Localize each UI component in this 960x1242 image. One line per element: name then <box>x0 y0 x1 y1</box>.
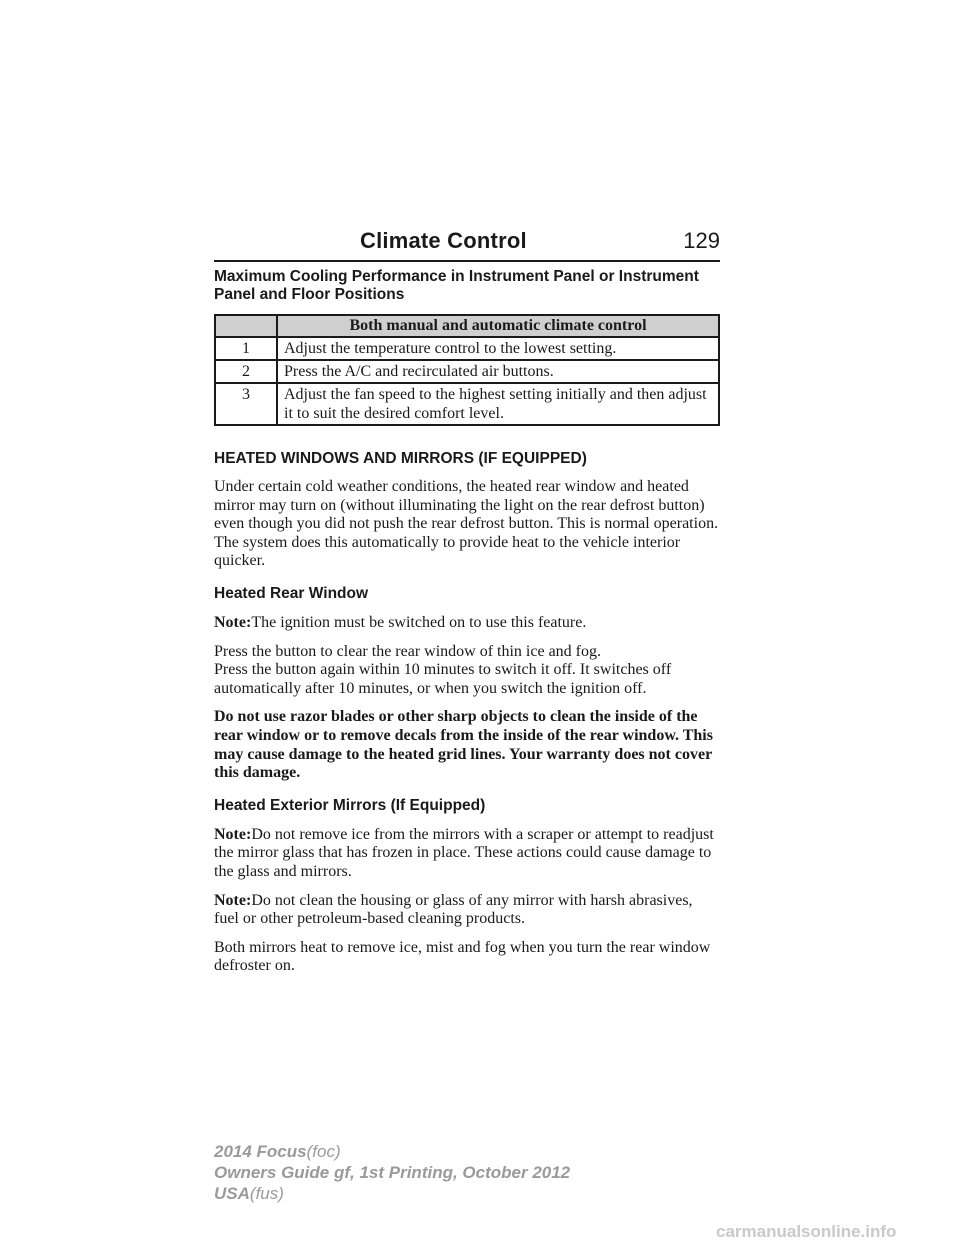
mirrors-closing-paragraph: Both mirrors heat to remove ice, mist and fog when you turn the rear window defroster on. <box>214 938 711 975</box>
heated-section-heading: HEATED WINDOWS AND MIRRORS (IF EQUIPPED) <box>214 450 587 467</box>
note-text: Do not remove ice from the mirrors with a scraper or attempt to readjust the mirror glass that has frozen in place. These actions could cause damage to the glass and mirrors. <box>214 825 714 880</box>
heated-intro-paragraph: Under certain cold weather conditions, the heated rear window and heated mirror may turn on (without illuminating the light on the rear defrost button) even though you did not push the rear defrost button. This is normal operation. The system does this automatically to provide heat to the vehicle interior quicker. <box>214 478 719 570</box>
footer-line-1 <box>214 1141 570 1162</box>
footer-market: USA <box>214 1184 250 1203</box>
step-number: 3 <box>215 383 277 425</box>
table-row <box>215 360 719 383</box>
rear-window-instruction-2: Press the button again within 10 minutes to switch it off. It switches off automatically after 10 minutes, or when you switch the ignition off. <box>214 661 672 697</box>
step-number: 2 <box>215 360 277 383</box>
header-rule <box>214 260 720 262</box>
table-header-blank <box>215 315 277 337</box>
rear-window-instruction-1: Press the button to clear the rear window of thin ice and fog. <box>214 642 601 660</box>
rear-window-heading: Heated Rear Window <box>214 584 369 602</box>
mirrors-heading: Heated Exterior Mirrors (If Equipped) <box>214 796 486 814</box>
cooling-steps-table <box>214 314 720 426</box>
note-text: The ignition must be switched on to use this feature. <box>251 613 587 631</box>
table-header-cell: Both manual and automatic climate control <box>277 315 719 337</box>
footer-model-code: (foc) <box>306 1142 341 1161</box>
footer-model: 2014 Focus <box>214 1142 307 1161</box>
mirrors-note-2 <box>214 892 720 929</box>
watermark: carmanualsonline.info <box>716 1222 897 1241</box>
table-row <box>215 337 719 360</box>
note-text: Do not clean the housing or glass of any mirror with harsh abrasives, fuel or other petroleum-based cleaning products. <box>214 891 693 928</box>
print-footer <box>214 1141 570 1204</box>
page-content <box>214 268 720 976</box>
step-text: Adjust the temperature control to the lowest setting. <box>277 337 719 360</box>
step-text: Adjust the fan speed to the highest setting initially and then adjust it to suit the desired comfort level. <box>277 383 719 425</box>
footer-market-code: (fus) <box>249 1184 284 1203</box>
rear-window-warning: Do not use razor blades or other sharp objects to clean the inside of the rear window or to remove decals from the inside of the rear window. This may cause damage to the heated grid lines. Your warranty does not cover this damage. <box>214 708 713 782</box>
table-header-row <box>215 315 719 337</box>
page-number: 129 <box>683 228 720 253</box>
note-label: Note: <box>214 613 252 631</box>
step-text: Press the A/C and recirculated air buttons. <box>277 360 719 383</box>
page-header <box>214 228 720 260</box>
footer-line-3 <box>214 1183 570 1204</box>
mirrors-note-1 <box>214 826 720 882</box>
step-number: 1 <box>215 337 277 360</box>
rear-window-note <box>214 614 720 633</box>
section-title: Climate Control <box>360 228 527 253</box>
table-row <box>215 383 719 425</box>
note-label: Note: <box>214 891 252 909</box>
footer-line-2: Owners Guide gf, 1st Printing, October 2012 <box>214 1163 571 1182</box>
table-heading: Maximum Cooling Performance in Instrument Panel or Instrument Panel and Floor Positions <box>214 268 699 303</box>
note-label: Note: <box>214 825 252 843</box>
